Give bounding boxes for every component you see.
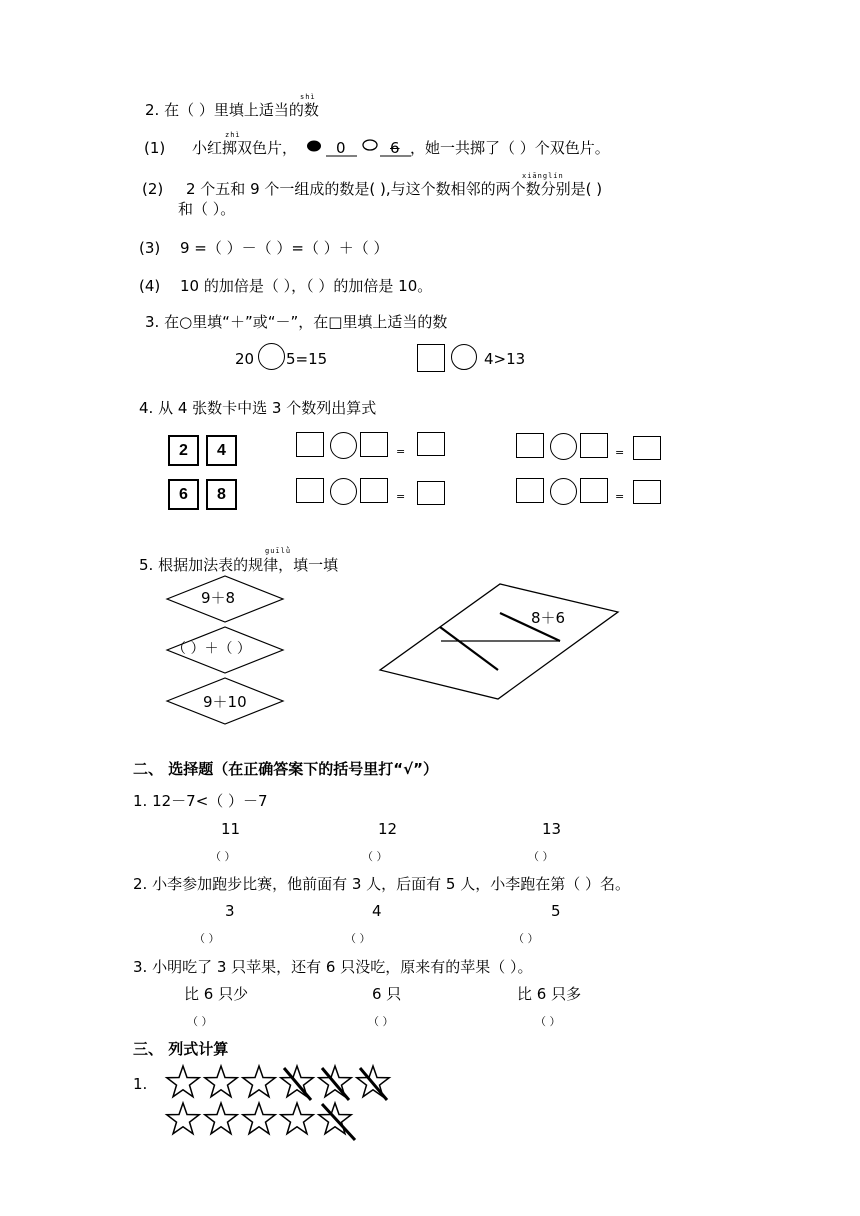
q2-title: 2. 在（ ）里填上适当的数 bbox=[145, 101, 319, 119]
pinyin-guilv: guīlǜ bbox=[265, 547, 292, 555]
answer-paren[interactable]: （ ） bbox=[187, 1015, 213, 1028]
star-icon bbox=[205, 1103, 237, 1134]
calc-1-number: 1. bbox=[133, 1075, 148, 1093]
q5-title: 5. 根据加法表的规律，填一填 bbox=[139, 556, 339, 574]
diamond-bottom-label: 9＋10 bbox=[203, 693, 247, 711]
answer-paren[interactable]: （ ） bbox=[362, 850, 388, 863]
q2-2-line1: 2 个五和 9 个一组成的数是( ),与这个数相邻的两个数分别是( ) bbox=[186, 180, 603, 198]
number-card: 8 bbox=[206, 479, 237, 510]
choice-3-option-b: 6 只 bbox=[372, 985, 402, 1003]
equals-sign: = bbox=[615, 446, 625, 459]
star-icon bbox=[243, 1103, 275, 1134]
q3-left-b: 5=15 bbox=[286, 350, 328, 368]
diamond-top-label: 9＋8 bbox=[201, 589, 236, 607]
choice-1-option-b: 12 bbox=[378, 820, 398, 838]
equals-sign: = bbox=[615, 490, 625, 503]
answer-paren[interactable]: （ ） bbox=[345, 932, 371, 945]
equals-sign: = bbox=[396, 490, 406, 503]
choice-3-question: 3. 小明吃了 3 只苹果，还有 6 只没吃，原来有的苹果（ ）。 bbox=[133, 958, 533, 976]
q4-title: 4. 从 4 张数卡中选 3 个数列出算式 bbox=[139, 399, 377, 417]
choice-1-option-a: 11 bbox=[221, 820, 241, 838]
q2-1-text-b: ，她一共掷了（ ）个双色片。 bbox=[410, 139, 610, 157]
section-2-title: 二、 选择题（在正确答案下的括号里打“√”） bbox=[133, 760, 438, 778]
number-card: 4 bbox=[206, 435, 237, 466]
star-icon bbox=[167, 1066, 199, 1097]
answer-paren[interactable]: （ ） bbox=[513, 932, 539, 945]
pinyin-zhi: zhì bbox=[225, 131, 241, 139]
choice-3-option-c: 比 6 只多 bbox=[517, 985, 582, 1003]
choice-1-option-c: 13 bbox=[542, 820, 562, 838]
q2-1-text-a: 小红掷双色片， bbox=[192, 139, 298, 157]
answer-paren[interactable]: （ ） bbox=[194, 932, 220, 945]
q2-4-num: (4) bbox=[139, 277, 161, 295]
q3-left-a: 20 bbox=[235, 350, 255, 368]
star-icon bbox=[243, 1066, 275, 1097]
q2-1-val0: 0 bbox=[336, 139, 346, 157]
q2-1-val6: 6 bbox=[390, 139, 400, 157]
diamond-middle-label: （ ）＋（ ） bbox=[172, 641, 251, 657]
q2-2-line2: 和（ ）。 bbox=[178, 200, 236, 218]
q2-4-text: 10 的加倍是（ ），（ ）的加倍是 10。 bbox=[180, 277, 433, 295]
answer-paren[interactable]: （ ） bbox=[368, 1015, 394, 1028]
answer-paren[interactable]: （ ） bbox=[210, 850, 236, 863]
q2-3-text: 9 =（ ）－（ ）=（ ）＋（ ） bbox=[180, 239, 389, 257]
choice-2-question: 2. 小李参加跑步比赛，他前面有 3 人，后面有 5 人，小李跑在第（ ）名。 bbox=[133, 875, 631, 893]
number-card: 2 bbox=[168, 435, 199, 466]
q3-title: 3. 在○里填“＋”或“－”，在□里填上适当的数 bbox=[145, 313, 448, 331]
star-icon bbox=[281, 1103, 313, 1134]
q3-right-b: 4>13 bbox=[484, 350, 526, 368]
q2-3-num: (3) bbox=[139, 239, 161, 257]
star-icon bbox=[205, 1066, 237, 1097]
choice-1-question: 1. 12－7<（ ）－7 bbox=[133, 792, 268, 810]
q2-2-num: (2) bbox=[142, 180, 164, 198]
choice-2-option-b: 4 bbox=[372, 902, 382, 920]
pinyin-xianglin: xiānglín bbox=[522, 172, 564, 180]
q2-1-num: (1) bbox=[144, 139, 166, 157]
choice-3-option-a: 比 6 只少 bbox=[184, 985, 249, 1003]
answer-paren[interactable]: （ ） bbox=[535, 1015, 561, 1028]
number-card: 6 bbox=[168, 479, 199, 510]
parallelogram-label: 8＋6 bbox=[531, 609, 566, 627]
equals-sign: = bbox=[396, 445, 406, 458]
pinyin-shi: shì bbox=[300, 93, 316, 101]
star-icon bbox=[167, 1103, 199, 1134]
cross-out-mark bbox=[322, 1104, 355, 1140]
choice-2-option-a: 3 bbox=[225, 902, 235, 920]
section-3-title: 三、 列式计算 bbox=[133, 1040, 229, 1058]
choice-2-option-c: 5 bbox=[551, 902, 561, 920]
answer-paren[interactable]: （ ） bbox=[528, 850, 554, 863]
